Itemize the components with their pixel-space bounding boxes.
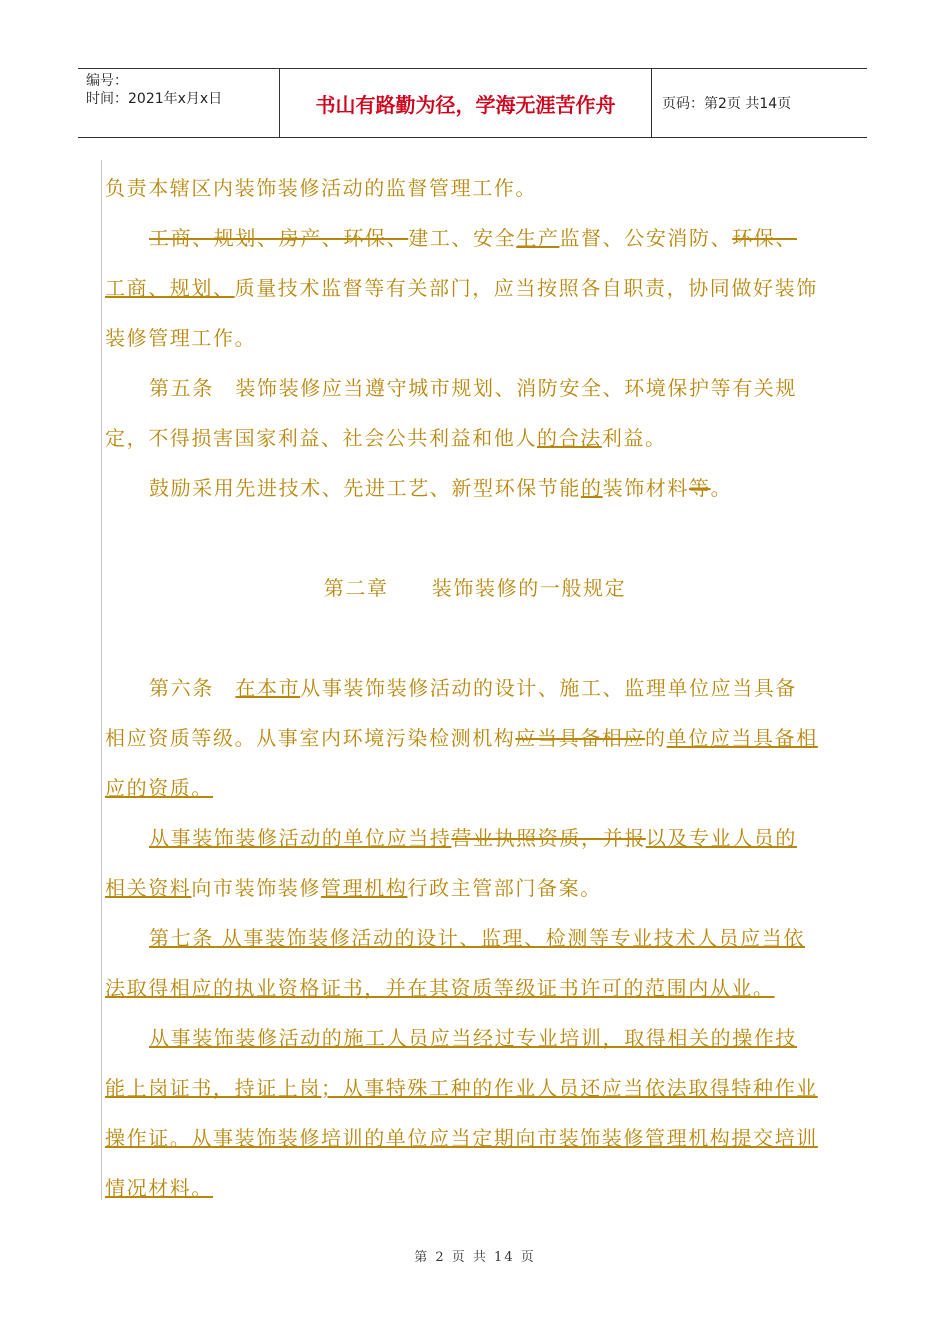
left-margin-line [101,160,102,1200]
header-meta [78,69,280,137]
text-line: 鼓励采用先进技术、先进工艺、新型环保节能的装饰材料等。 [149,476,733,500]
document-number-label: 编号： [86,73,128,89]
text-line: 法取得相应的执业资格证书，并在其资质等级证书许可的范围内从业。 [105,976,775,1000]
text-line: 操作证。从事装饰装修培训的单位应当定期向市装饰装修管理机构提交培训 [105,1126,818,1150]
text-line: 能上岗证书，持证上岗；从事特殊工种的作业人员还应当依法取得特种作业 [105,1076,818,1100]
chapter-title: 第二章 装饰装修的一般规定 [323,576,627,600]
page-header [78,68,867,138]
text-line: 定，不得损害国家利益、社会公共利益和他人的合法利益。 [105,426,667,450]
text-line: 从事装饰装修活动的单位应当持营业执照资质，并报以及专业人员的 [149,826,798,850]
header-motto: 书山有路勤为径，学海无涯苦作舟 [280,69,652,137]
text-line: 工商、规划、质量技术监督等有关部门，应当按照各自职责，协同做好装饰 [105,276,818,300]
document-body [105,163,845,1213]
header-page-code: 页码：第2页 共14页 [662,96,792,112]
article-6: 第六条 在本市从事装饰装修活动的设计、施工、监理单位应当具备 [149,676,798,700]
text-line: 相关资料向市装饰装修管理机构行政主管部门备案。 [105,876,602,900]
article-5: 第五条 装饰装修应当遵守城市规划、消防安全、环境保护等有关规 [149,376,797,400]
text-line: 相应资质等级。从事室内环境污染检测机构应当具备相应的单位应当具备相 [105,726,818,750]
text-line: 装修管理工作。 [105,326,257,350]
article-7: 第七条 从事装饰装修活动的设计、监理、检测等专业技术人员应当依 [149,926,805,950]
page-footer: 第 2 页 共 14 页 [414,1250,536,1265]
text-line: 应的资质。 [105,776,213,800]
text-line: 从事装饰装修活动的施工人员应当经过专业培训，取得相关的操作技 [149,1026,797,1050]
text-line: 工商、规划、房产、环保、建工、安全生产监督、公安消防、环保、 [149,226,798,250]
text-line: 情况材料。 [105,1176,213,1200]
document-date-label: 时间：2021年x月x日 [86,91,223,107]
text-line: 负责本辖区内装饰装修活动的监督管理工作。 [105,176,537,200]
